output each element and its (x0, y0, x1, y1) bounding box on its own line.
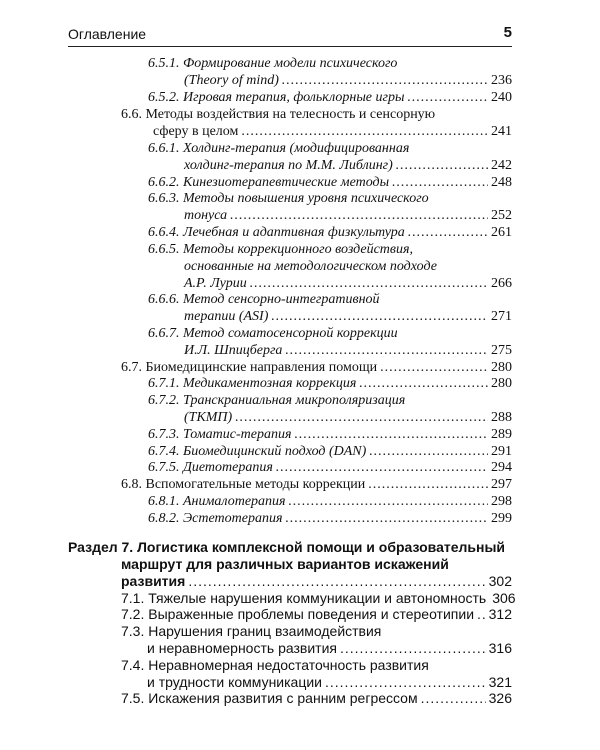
toc-entry-6-8[interactable]: 6.8. Вспомогательные методы коррекции ..... 297 (121, 476, 512, 493)
page-ref: 252 (491, 208, 512, 224)
page-ref: 316 (488, 640, 512, 657)
page-ref: 240 (491, 89, 512, 105)
page-ref: 266 (491, 275, 512, 291)
toc-entry-6-6-5[interactable]: 6.6.5. Методы коррекционного воздействия, основанные на методологическом подходе А.Р. Лурии ..... 266 (148, 241, 512, 292)
page-ref: 261 (491, 225, 512, 240)
toc-entry-6-5-1[interactable]: 6.5.1. Формирование модели психического (Theory of mind) ..... 236 (148, 55, 512, 89)
page-ref: 294 (491, 460, 512, 476)
page-number: 5 (503, 24, 512, 41)
page-ref: 280 (491, 359, 512, 375)
toc-entry-7-3[interactable]: 7.3. Нарушения границ взаимодействия и неравномерность развития ..... 316 (121, 623, 512, 657)
toc-entry-7-4[interactable]: 7.4. Неравномерная недостаточность развития и трудности коммуникации ..... 321 (121, 657, 512, 691)
running-title: Оглавление (68, 26, 147, 42)
toc-entry-6-7-3[interactable]: 6.7.3. Томатис-терапия ..... 289 (148, 426, 512, 443)
page-ref: 288 (491, 410, 512, 426)
toc-entry-6-6-1[interactable]: 6.6.1. Холдинг-терапия (модифицированная холдинг-терапия по М.М. Либлинг) ..... 242 (148, 140, 512, 174)
toc-entry-7-1[interactable]: 7.1. Тяжелые нарушения коммуникации и автономность 306 (121, 589, 516, 606)
toc-entry-6-6-6[interactable]: 6.6.6. Метод сенсорно-интегративной терапии (ASI) ..... 271 (148, 291, 512, 325)
page-ref: 306 (492, 589, 516, 606)
page-ref: 236 (491, 72, 512, 88)
toc-entry-7-2[interactable]: 7.2. Выраженные проблемы поведения и стереотипии ..... 312 (121, 606, 512, 623)
toc-entry-6-6-7[interactable]: 6.6.7. Метод соматосенсорной коррекции И.Л. Шпицберга ..... 275 (148, 325, 512, 359)
toc-entry-6-7-5[interactable]: 6.7.5. Диетотерапия ..... 294 (148, 459, 512, 476)
toc-entry-6-7[interactable]: 6.7. Биомедицинские направления помощи ..... 280 (121, 359, 512, 376)
toc-entry-6-7-2[interactable]: 6.7.2. Транскраниальная микрополяризация (ТКМП) ..... 288 (148, 392, 512, 426)
page-ref: 291 (491, 443, 512, 459)
toc-entry-6-6-3[interactable]: 6.6.3. Методы повышения уровня психического тонуса ..... 252 (148, 190, 512, 224)
page-ref: 271 (491, 309, 512, 325)
toc-entry-7-5[interactable]: 7.5. Искажения развития с ранним регрессом ..... 326 (121, 690, 512, 707)
page-ref: 321 (488, 673, 512, 690)
page-ref: 275 (491, 342, 512, 358)
page-ref: 289 (491, 426, 512, 442)
toc-entry-6-8-1[interactable]: 6.8.1. Анималотерапия ..... 298 (148, 493, 512, 510)
page-ref: 297 (491, 477, 512, 493)
toc-entry-6-8-2[interactable]: 6.8.2. Эстетотерапия ..... 299 (148, 510, 512, 527)
toc-entry-6-5-2[interactable]: 6.5.2. Игровая терапия, фольклорные игры ..... 240 (148, 89, 512, 106)
running-header (68, 24, 512, 47)
page-ref: 298 (491, 494, 512, 510)
toc-entry-6-7-4[interactable]: 6.7.4. Биомедицинский подход (DAN) ..... 291 (148, 443, 512, 460)
toc-entry-6-7-1[interactable]: 6.7.1. Медикаментозная коррекция ..... 280 (148, 375, 512, 392)
toc-entry-6-6[interactable]: 6.6. Методы воздействия на телесность и сенсорную сферу в целом ..... 241 (121, 106, 512, 140)
page-ref: 242 (491, 157, 512, 173)
page-ref: 312 (488, 606, 512, 623)
toc-entry-section-7[interactable]: Раздел 7. Логистика комплексной помощи и образовательный маршрут для различных вариантов искажений развития ..... 302 (68, 539, 512, 590)
page-ref: 299 (491, 510, 512, 526)
toc-entry-6-6-4[interactable]: 6.6.4. Лечебная и адаптивная физкультура ..... 261 (148, 224, 512, 241)
toc-entry-6-6-2[interactable]: 6.6.2. Кинезиотерапевтические методы ..... 248 (148, 174, 512, 191)
page-ref: 248 (491, 174, 512, 190)
page-ref: 302 (488, 573, 512, 590)
page-ref: 326 (488, 690, 512, 707)
page-ref: 280 (491, 376, 512, 392)
page-ref: 241 (491, 124, 512, 140)
